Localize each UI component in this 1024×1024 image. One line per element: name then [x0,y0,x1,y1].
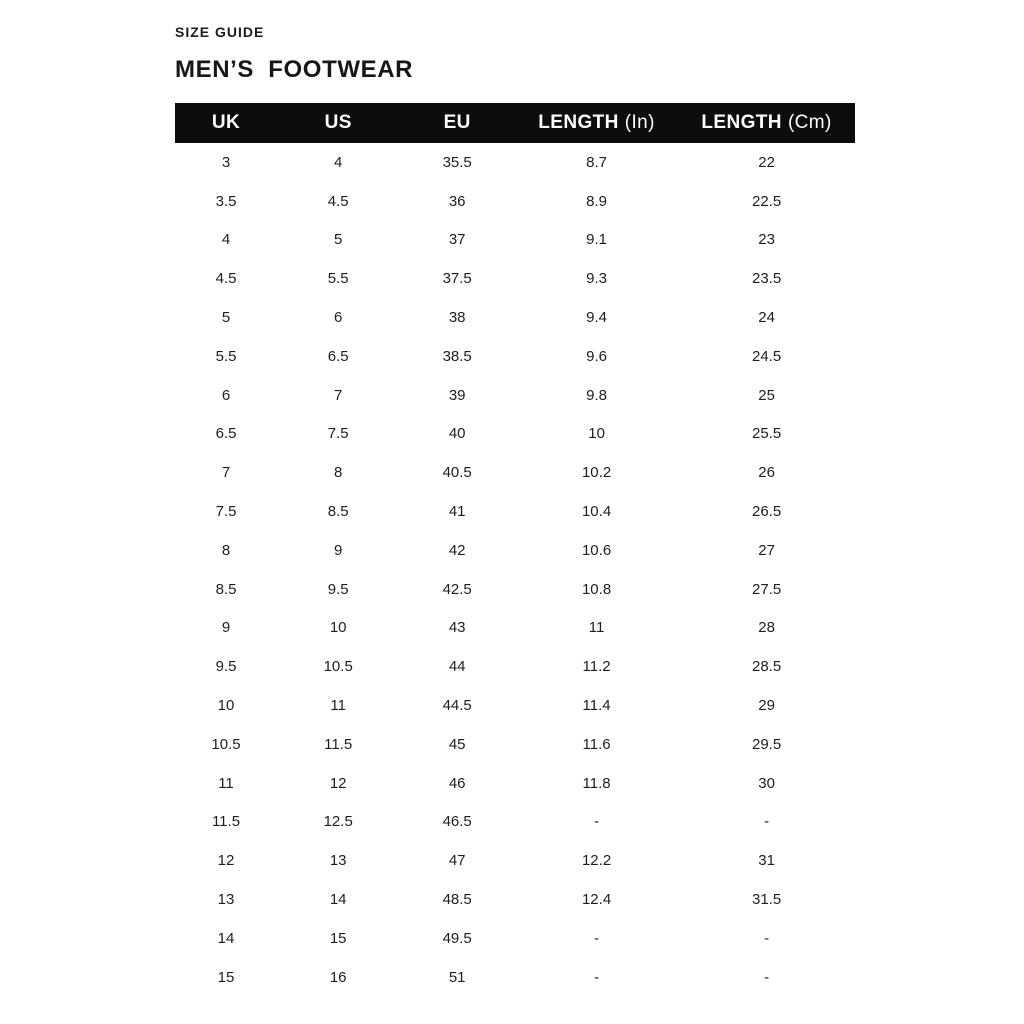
table-row [175,880,855,919]
table-row [175,570,855,609]
column-header-length-cm [678,103,855,143]
table-cell: 46.5 [442,813,472,831]
table-row [175,259,855,298]
table-cell: 9.3 [586,270,607,288]
table-cell: 11.5 [324,735,353,753]
table-cell: 6 [221,386,231,404]
table-cell: 7 [221,464,231,482]
table-cell: 8.5 [327,503,349,521]
table-cell: 37.5 [442,270,472,288]
table-row [175,686,855,725]
table-cell: 28 [758,619,775,637]
table-cell: 43 [448,619,466,637]
table-row [175,337,855,376]
table-cell: 12 [217,852,235,870]
table-cell: 6 [334,309,343,327]
table-cell: 8 [221,541,231,559]
table-cell: 27 [758,541,775,559]
column-header-uk [175,103,277,143]
table-cell: 13 [329,852,347,870]
table-cell: - [594,929,600,947]
table-cell: 35.5 [442,153,472,171]
table-cell: 12.5 [323,813,353,831]
table-cell: 7.5 [327,425,349,443]
table-cell: 11.4 [582,697,611,715]
table-cell: 42.5 [442,580,472,598]
table-cell: 41 [448,503,466,521]
table-cell: 11 [588,619,605,637]
table-cell: 49.5 [442,929,472,947]
table-cell: 37 [448,231,466,249]
table-cell: 9.8 [586,386,607,404]
table-cell: 23 [758,231,775,249]
column-label: LENGTH [538,112,619,133]
table-cell: 10.5 [323,658,353,676]
table-cell: 13 [217,891,235,909]
table-cell: 11.5 [211,813,241,831]
table-row [175,492,855,531]
table-cell: 11 [330,697,346,715]
table-cell: 48.5 [442,891,472,909]
column-label: LENGTH [701,112,782,133]
table-row [175,919,855,958]
table-cell: 38.5 [442,347,472,365]
table-cell: - [764,929,770,947]
table-cell: 5 [221,309,231,327]
table-cell: 8.5 [215,580,237,598]
table-header-row [175,103,855,143]
table-row [175,958,855,997]
table-cell: 38 [448,309,466,327]
table-row [175,221,855,260]
table-cell: 3 [221,153,231,171]
table-cell: 10.8 [581,580,612,598]
table-row [175,453,855,492]
table-cell: 10.2 [581,464,612,482]
table-cell: 6.5 [327,347,349,365]
table-row [175,298,855,337]
table-row [175,841,855,880]
table-cell: 4.5 [327,192,349,210]
table-cell: 4 [334,153,343,171]
column-header-length-in [515,103,678,143]
table-cell: 8.7 [586,153,607,171]
table-cell: 29.5 [751,735,782,753]
column-unit: (Cm) [787,112,832,133]
table-cell: 27.5 [751,580,782,598]
table-cell: 6.5 [215,425,237,443]
table-cell: 25.5 [751,425,782,443]
table-cell: 5.5 [327,270,349,288]
table-cell: 22.5 [751,192,782,210]
column-label: US [324,112,352,133]
table-cell: 9.5 [327,580,349,598]
table-cell: 11.6 [582,735,611,753]
table-row [175,415,855,454]
table-cell: 7 [334,386,343,404]
table-row [175,376,855,415]
column-header-us [277,103,399,143]
table-row [175,647,855,686]
table-cell: 31 [758,852,775,870]
table-cell: - [764,968,770,986]
table-cell: 3.5 [215,192,237,210]
column-label: UK [211,112,241,133]
table-cell: 4.5 [215,270,237,288]
table-cell: 51 [448,968,466,986]
table-cell: 26 [758,464,775,482]
table-cell: 12.4 [581,891,612,909]
table-cell: 14 [217,929,235,947]
column-header-eu [399,103,515,143]
table-cell: 15 [217,968,235,986]
table-cell: 40 [448,425,466,443]
table-cell: 8.9 [586,192,607,210]
table-cell: 11.8 [582,774,611,792]
table-cell: 39 [448,386,466,404]
table-cell: 9.4 [586,309,607,327]
table-cell: 9 [221,619,231,637]
table-cell: 42 [448,541,466,559]
table-cell: 44 [448,658,466,676]
table-cell: - [594,813,600,831]
page-title: MEN’S FOOTWEAR [175,56,414,83]
table-cell: 30 [758,774,775,792]
table-cell: 16 [329,968,347,986]
table-cell: 9.1 [586,231,607,249]
table-cell: - [764,813,770,831]
table-cell: 9 [334,541,343,559]
size-guide-content [175,24,855,997]
table-cell: 5 [334,231,343,249]
table-cell: 12.2 [581,852,612,870]
table-cell: 47 [448,852,466,870]
table-cell: 14 [329,891,347,909]
column-unit: (In) [624,112,655,133]
table-cell: 25 [758,386,775,404]
table-cell: 22 [758,153,775,171]
table-cell: 10.5 [211,735,241,753]
table-cell: 23.5 [751,270,782,288]
table-cell: 36 [448,192,466,210]
table-row [175,182,855,221]
table-row [175,531,855,570]
table-cell: 10 [217,697,235,715]
table-cell: 24.5 [751,347,782,365]
table-cell: 10.4 [581,503,612,521]
table-cell: 5.5 [215,347,237,365]
table-cell: - [594,968,600,986]
table-row [175,803,855,842]
table-cell: 15 [329,929,347,947]
table-cell: 10.6 [581,541,612,559]
table-row [175,725,855,764]
eyebrow-label: SIZE GUIDE [175,24,265,40]
table-cell: 29 [758,697,775,715]
table-cell: 9.6 [586,347,607,365]
table-cell: 31.5 [751,891,782,909]
table-cell: 26.5 [751,503,782,521]
table-body [175,143,855,997]
table-cell: 7.5 [215,503,237,521]
table-cell: 45 [448,735,466,753]
table-cell: 11.2 [582,658,611,676]
table-cell: 12 [329,774,347,792]
table-cell: 9.5 [215,658,237,676]
table-cell: 44.5 [442,697,472,715]
table-cell: 28.5 [751,658,782,676]
table-cell: 4 [221,231,231,249]
table-row [175,764,855,803]
table-cell: 10 [329,619,347,637]
table-cell: 40.5 [442,464,472,482]
table-cell: 24 [758,309,775,327]
table-row [175,143,855,182]
column-label: EU [443,112,471,133]
table-cell: 10 [588,425,605,443]
table-cell: 11 [218,774,234,792]
size-table [175,103,855,997]
table-cell: 46 [448,774,466,792]
table-cell: 8 [334,464,343,482]
table-row [175,609,855,648]
